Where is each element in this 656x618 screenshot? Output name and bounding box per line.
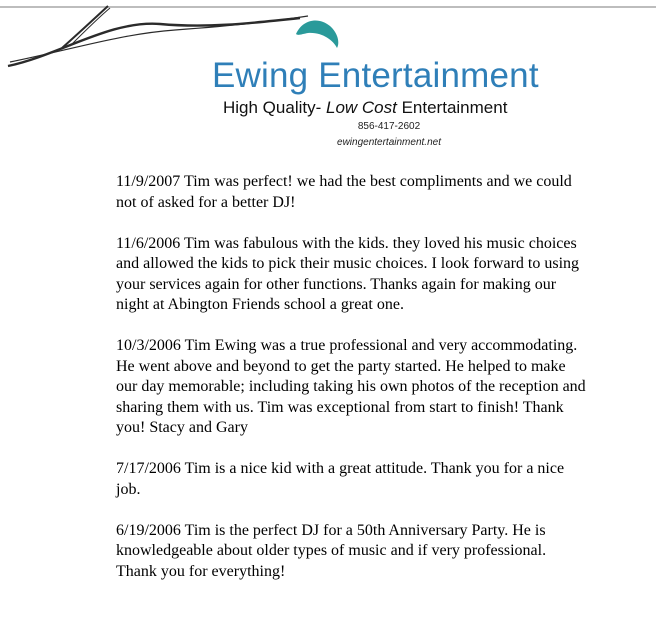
- phone-number: 856-417-2602: [357, 121, 421, 132]
- company-name: Ewing Entertainment: [212, 56, 539, 95]
- tagline-part1: High Quality-: [223, 98, 326, 117]
- testimonial: 11/9/2007 Tim was perfect! we had the best compliments and we could not of asked for a better DJ!: [116, 173, 572, 211]
- testimonial: 6/19/2006 Tim is the perfect DJ for a 50th Anniversary Party. He is knowledgeable about older types of music and if very professional. Thank you for everything!: [116, 521, 547, 580]
- testimonials-list: [116, 172, 586, 603]
- tagline-part2: Entertainment: [396, 98, 508, 117]
- testimonial: 10/3/2006 Tim Ewing was a true professional and very accommodating. He went above and beyond to get the party started. He helped to make our day memorable; including taking his own photos of the reception and sharing them with us. Tim was exceptional from start to finish! Thank you! Stacy and Gary: [116, 337, 586, 436]
- tagline-italic: Low Cost: [325, 98, 397, 117]
- website-url: ewingentertainment.net: [337, 137, 441, 148]
- testimonial: 11/6/2006 Tim was fabulous with the kids. they loved his music choices and allowed the kids to pick their music choices. I look forward to using your services again for other functions. Thanks again for making our night at Abington Friends school a great one.: [116, 234, 580, 313]
- tagline: [223, 98, 507, 118]
- testimonial: 7/17/2006 Tim is a nice kid with a great attitude. Thank you for a nice job.: [116, 460, 565, 498]
